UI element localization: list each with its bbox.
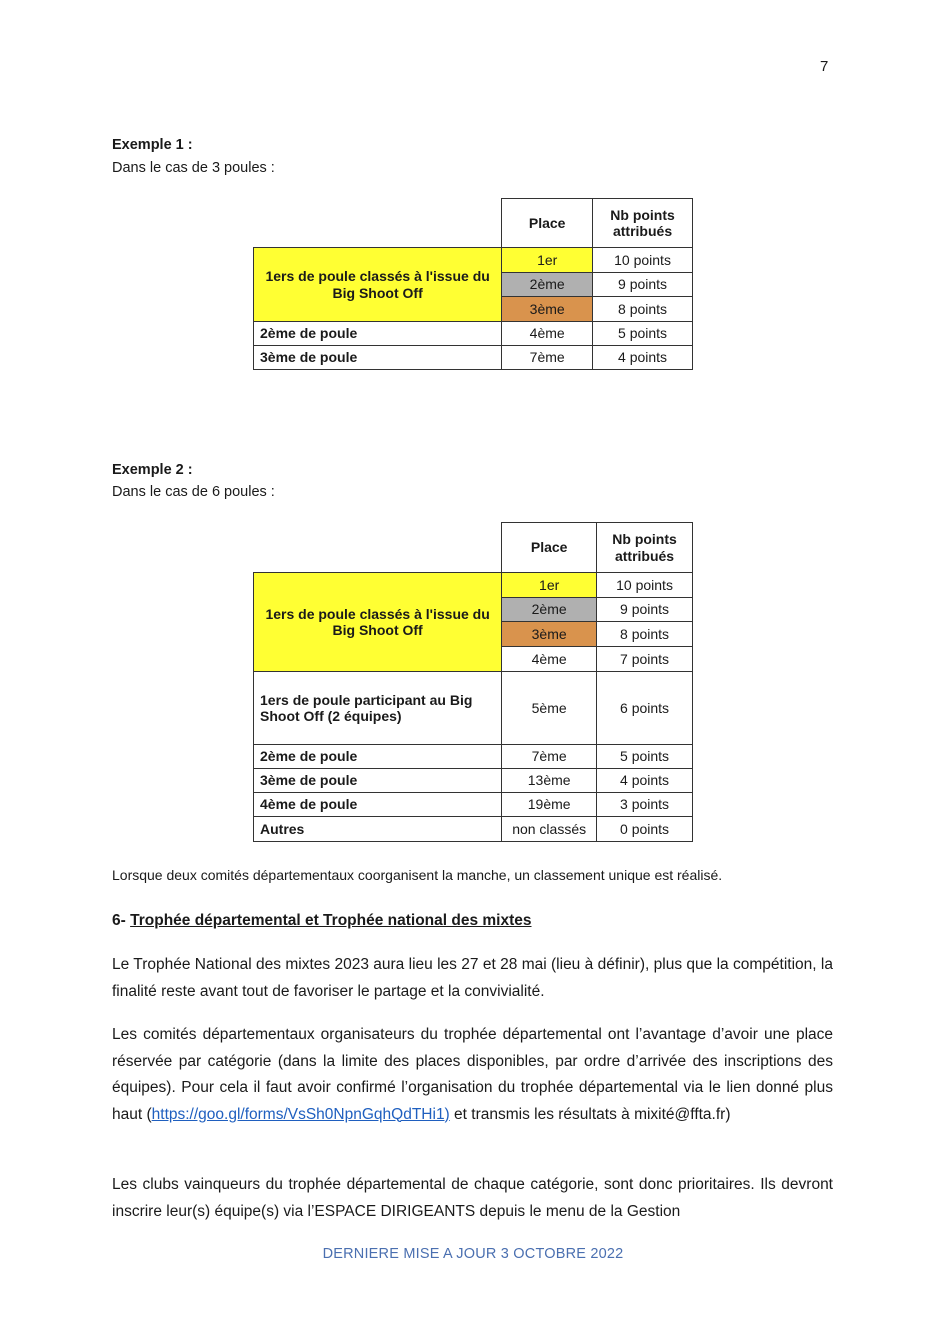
header-place: Place xyxy=(502,199,593,248)
group-label: 1ers de poule classés à l'issue du Big Shoot Off xyxy=(254,248,502,322)
header-place: Place xyxy=(502,523,597,573)
place-cell: 2ème xyxy=(502,273,593,297)
place-cell: 13ème xyxy=(502,769,597,793)
paragraph-3: Les clubs vainqueurs du trophée départemental de chaque catégorie, sont donc prioritaires. Ils devront inscrire leur(s) équipe(s) via l’ESPACE DIRIGEANTS depuis le menu de la Gestion xyxy=(112,1176,833,1220)
points-cell: 5 points xyxy=(597,745,693,769)
section6-heading xyxy=(112,912,532,930)
place-cell: 5ème xyxy=(502,672,597,745)
section-title: Trophée départemental et Trophée national des mixtes xyxy=(130,912,532,929)
place-cell: 7ème xyxy=(502,745,597,769)
place-cell: 4ème xyxy=(502,647,597,672)
place-cell: 2ème xyxy=(502,598,597,622)
points-cell: 4 points xyxy=(593,346,693,370)
points-cell: 5 points xyxy=(593,322,693,346)
row-label: Autres xyxy=(254,817,502,842)
points-cell: 8 points xyxy=(593,297,693,322)
example2-title: Exemple 2 : xyxy=(112,462,193,478)
points-cell: 3 points xyxy=(597,793,693,817)
footer-update-date: DERNIERE MISE A JOUR 3 OCTOBRE 2022 xyxy=(322,1246,624,1262)
paragraph-1: Le Trophée National des mixtes 2023 aura lieu les 27 et 28 mai (lieu à définir), plus que la compétition, la finalité reste avant tout de favoriser le partage et la convivialité. xyxy=(112,956,833,1000)
points-cell: 6 points xyxy=(597,672,693,745)
points-cell: 9 points xyxy=(593,273,693,297)
place-cell: 3ème xyxy=(502,622,597,647)
place-cell: 19ème xyxy=(502,793,597,817)
group-label: 1ers de poule classés à l'issue du Big Shoot Off xyxy=(254,573,502,672)
place-cell: 7ème xyxy=(502,346,593,370)
paragraph-2: Les comités départementaux organisateurs du trophée départemental ont l’avantage d’avoir une place réservée par catégorie (dans la limite des places disponibles, par ordre d’arrivée des inscriptions des équipes). Pour cela il faut avoir confirmé l’organisation du trophée départemental via le lien donné plus haut (https://goo.gl/forms/VsSh0NpnGqhQdTHi1) et transmis les résultats à mixité@ffta.fr) xyxy=(112,1026,833,1123)
points-cell: 10 points xyxy=(593,248,693,273)
place-cell: 4ème xyxy=(502,322,593,346)
example1-table xyxy=(253,198,693,370)
place-cell: non classés xyxy=(502,817,597,842)
row-label: 3ème de poule xyxy=(254,346,502,370)
note-text: Lorsque deux comités départementaux coorganisent la manche, un classement unique est réalisé. xyxy=(112,867,723,883)
place-cell: 1er xyxy=(502,248,593,273)
section-number: 6- xyxy=(112,912,126,929)
row-label: 2ème de poule xyxy=(254,745,502,769)
form-link[interactable]: https://goo.gl/forms/VsSh0NpnGqhQdTHi1) xyxy=(151,1105,450,1123)
page-number: 7 xyxy=(820,58,829,75)
example2-subtitle: Dans le cas de 6 poules : xyxy=(112,484,275,500)
header-points: Nb points attribués xyxy=(593,199,693,248)
header-points: Nb points attribués xyxy=(597,523,693,573)
row-label: 4ème de poule xyxy=(254,793,502,817)
points-cell: 10 points xyxy=(597,573,693,598)
group-label: 1ers de poule participant au Big Shoot Off (2 équipes) xyxy=(254,672,502,745)
points-cell: 8 points xyxy=(597,622,693,647)
points-cell: 7 points xyxy=(597,647,693,672)
example1-subtitle: Dans le cas de 3 poules : xyxy=(112,160,275,176)
row-label: 2ème de poule xyxy=(254,322,502,346)
row-label: 3ème de poule xyxy=(254,769,502,793)
example2-table xyxy=(253,522,693,842)
place-cell: 1er xyxy=(502,573,597,598)
points-cell: 0 points xyxy=(597,817,693,842)
points-cell: 4 points xyxy=(597,769,693,793)
points-cell: 9 points xyxy=(597,598,693,622)
example1-title: Exemple 1 : xyxy=(112,137,193,153)
place-cell: 3ème xyxy=(502,297,593,322)
